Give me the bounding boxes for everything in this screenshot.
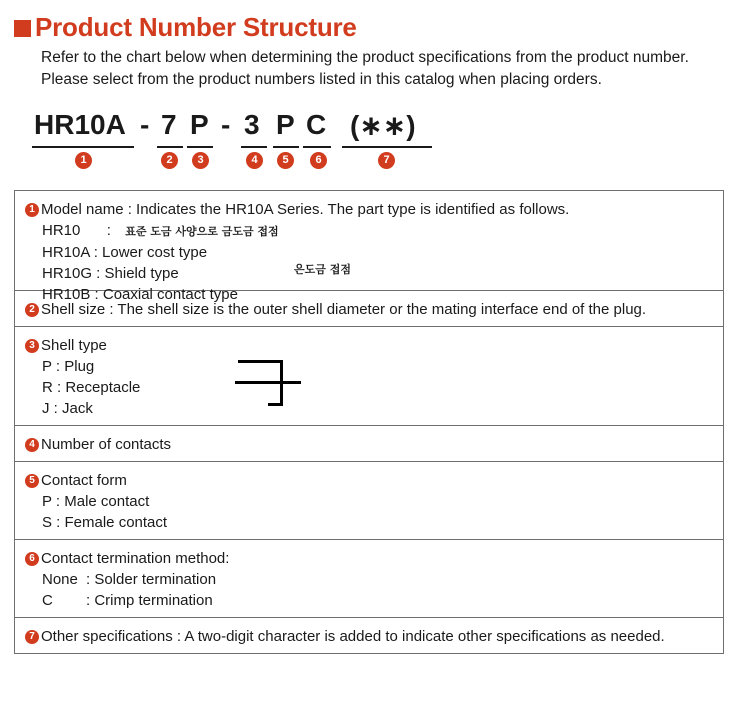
code-underline xyxy=(32,146,134,148)
model-item: HR10G : Shield type xyxy=(42,265,179,282)
row-head-termination: Contact termination method: xyxy=(41,550,230,567)
table-row-shell-size xyxy=(15,291,723,327)
code-badge-4: 4 xyxy=(246,152,263,169)
code-underline xyxy=(241,146,267,148)
title-text: Product Number Structure xyxy=(35,11,357,42)
code-badge-3: 3 xyxy=(192,152,209,169)
code-separator: - xyxy=(140,109,150,140)
code-segment-contacts: 3 xyxy=(244,109,260,140)
code-segment-shell-type: P xyxy=(190,109,209,140)
contact-form-item: S : Female contact xyxy=(42,514,168,531)
number-7-icon: 7 xyxy=(25,630,39,644)
intro-text xyxy=(41,47,689,91)
model-hr10-line: HR10 : 표준 도금 사양으로 금도금 접점 xyxy=(42,222,279,239)
shell-type-item: P : Plug xyxy=(42,358,95,375)
row-head-contacts: Number of contacts xyxy=(41,436,172,453)
code-underline xyxy=(342,146,432,148)
code-segment-model: HR10A xyxy=(34,109,126,140)
number-2-icon: 2 xyxy=(25,303,39,317)
title-square-icon xyxy=(14,20,31,37)
shell-type-item: J : Jack xyxy=(42,400,93,417)
table-row-model xyxy=(15,191,723,303)
shell-type-item: R : Receptacle xyxy=(42,379,141,396)
page-title xyxy=(14,10,357,44)
code-underline xyxy=(187,146,213,148)
spec-table xyxy=(14,190,724,654)
number-4-icon: 4 xyxy=(25,438,39,452)
row-head-model: Model name : Indicates the HR10A Series. The part type is identified as follows. xyxy=(41,201,570,218)
model-hr10-note: 표준 도금 사양으로 금도금 접점 xyxy=(125,225,279,238)
table-row-contacts xyxy=(15,426,723,462)
intro-line-2: Please select from the product numbers listed in this catalog when placing orders. xyxy=(41,71,602,88)
code-underline xyxy=(303,146,331,148)
code-badge-2: 2 xyxy=(161,152,178,169)
table-row-contact-form xyxy=(15,462,723,540)
number-6-icon: 6 xyxy=(25,552,39,566)
contact-form-item: P : Male contact xyxy=(42,493,150,510)
code-badge-7: 7 xyxy=(378,152,395,169)
code-segment-termination: C xyxy=(306,109,327,140)
table-row-termination xyxy=(15,540,723,618)
code-underline xyxy=(273,146,299,148)
termination-item: None : Solder termination xyxy=(42,571,217,588)
product-code-diagram xyxy=(30,109,450,179)
row-head-contact-form: Contact form xyxy=(41,472,127,489)
row-head-shell-type: Shell type xyxy=(41,337,107,354)
model-item: HR10A : Lower cost type xyxy=(42,244,208,261)
row-head-other: Other specifications : A two-digit character is added to indicate other specifications as needed. xyxy=(41,628,665,645)
bracket-note: 은도금 접점 xyxy=(294,263,351,276)
table-row-other xyxy=(15,618,723,653)
code-segment-shell-size: 7 xyxy=(161,109,177,140)
code-badge-1: 1 xyxy=(75,152,92,169)
code-underline xyxy=(157,146,183,148)
code-badge-5: 5 xyxy=(277,152,294,169)
table-row-shell-type xyxy=(15,327,723,426)
number-1-icon: 1 xyxy=(25,203,39,217)
code-separator: - xyxy=(221,109,231,140)
intro-line-1: Refer to the chart below when determining the product specifications from the product number. xyxy=(41,49,689,66)
termination-item: C : Crimp termination xyxy=(42,592,213,609)
code-badge-6: 6 xyxy=(310,152,327,169)
code-segment-other: (∗∗) xyxy=(350,110,416,141)
number-3-icon: 3 xyxy=(25,339,39,353)
number-5-icon: 5 xyxy=(25,474,39,488)
model-item: HR10B : Coaxial contact type xyxy=(42,286,238,303)
code-segment-contact-form: P xyxy=(276,109,295,140)
row-head-shell-size: Shell size : The shell size is the outer shell diameter or the mating interface end of the plug. xyxy=(41,301,647,318)
